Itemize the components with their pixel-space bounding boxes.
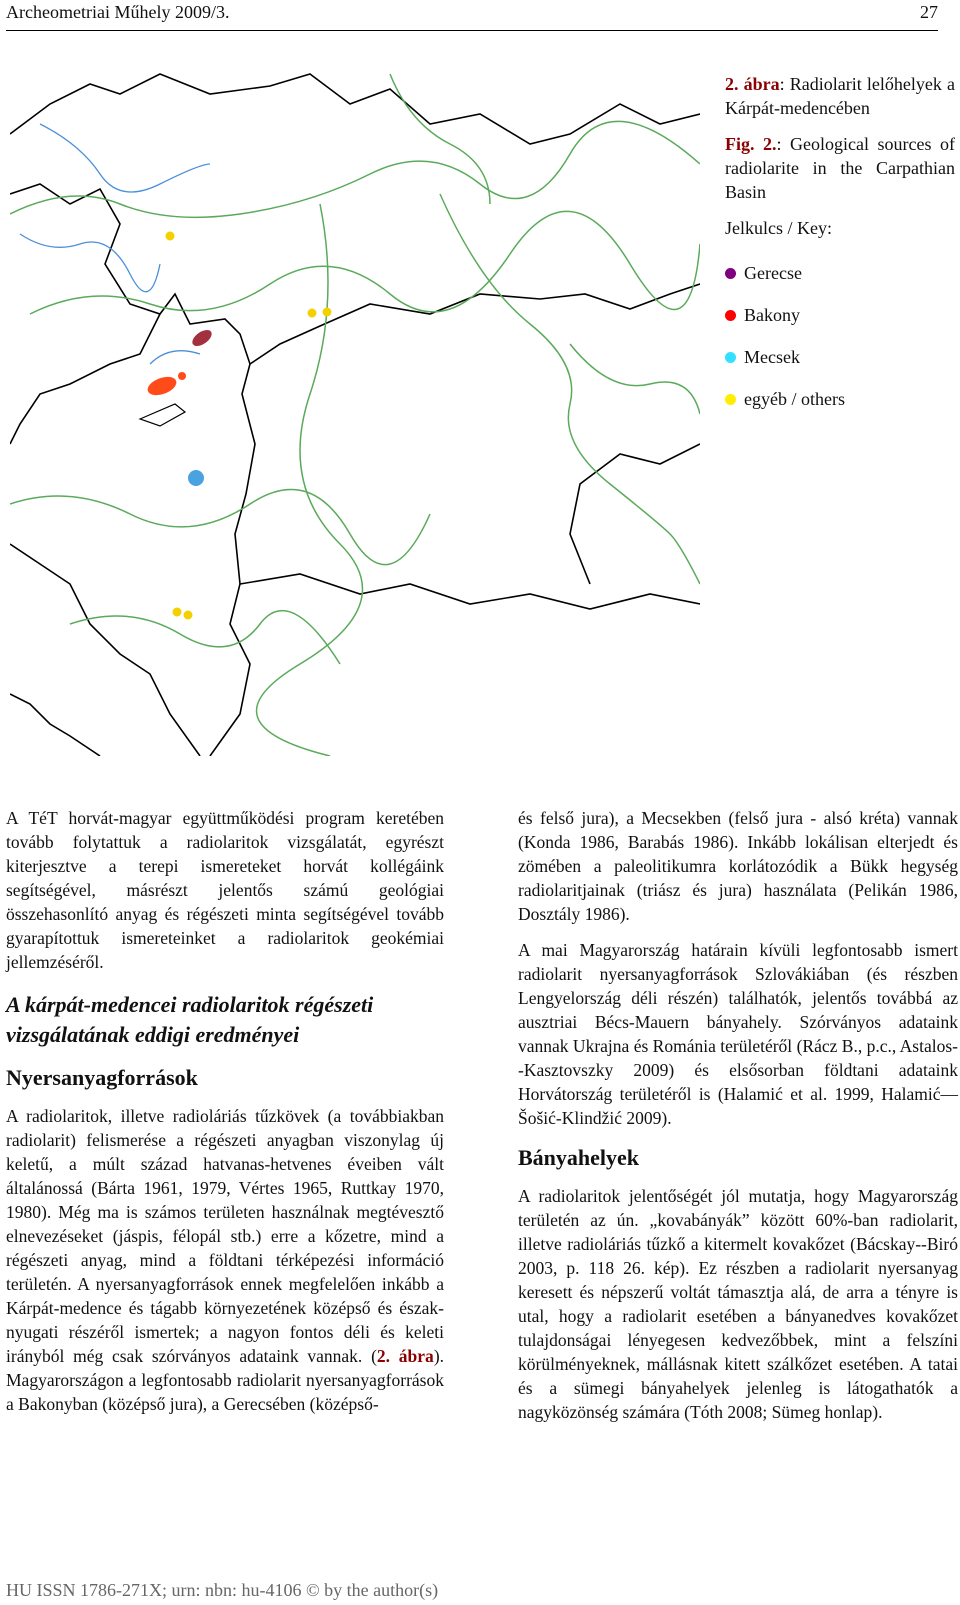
subsection-title: Bányahelyek [518, 1145, 640, 1170]
river-line [10, 121, 700, 217]
other-marker [323, 308, 332, 317]
mecsek-marker [188, 470, 204, 486]
radiolarite-map [10, 64, 700, 756]
river-line [390, 74, 490, 204]
bakony-marker [178, 372, 186, 380]
legend-item [725, 378, 955, 420]
caption-en-text: : Geological sources of radiolarite in the Carpathian Basin [725, 134, 955, 202]
figure-label-hu: 2. ábra [725, 74, 780, 94]
river-line [70, 611, 340, 664]
others-dot-icon [725, 394, 736, 405]
section-title: A kárpát-medencei radiolaritok régészeti vizsgálatának eddigi eredményei [6, 992, 374, 1047]
legend-item [725, 294, 955, 336]
river-line [10, 489, 430, 564]
caption-hu [725, 72, 955, 120]
body-paragraph: A radiolaritok jelentőségét jól mutatja, hogy Magyarország területén az ún. „kovabányák” között 60%-ban radiolarit, illetve radioláriás tűzkő a kitermelt kovakőzet (Bácskay--Biró 2003, p. 118 26. kép). Ez részben a radiolarit nyersanyag keresett és népszerű voltát támasztja alá, de arra a tényre is utal, hogy a radiolarit esetében a bányanedves kovakőzet tulajdonságai lényegesen kedvezőbbek, mint a felszíni körülményeknek, mállásnak kitett szálkőzet esetében. A tatai és a sümegi bányahelyek jelenleg is látogathatók a nagyközönség számára (Tóth 2008; Sümeg honlap). [518, 1186, 958, 1422]
legend-item [725, 336, 955, 378]
body-paragraph [6, 1104, 444, 1416]
border-line [250, 284, 700, 364]
other-marker [184, 611, 193, 620]
river-line [570, 344, 700, 414]
page-header [6, 0, 938, 31]
border-line [10, 74, 700, 144]
page-footer: HU ISSN 1786-271X; urn: nbn: hu-4106 © by the author(s) [6, 1580, 439, 1600]
border-line [10, 184, 255, 756]
right-column [518, 806, 958, 1436]
left-column [6, 806, 444, 1428]
figure-caption [725, 72, 955, 420]
legend-label: Bakony [744, 305, 800, 325]
figure-reference-link[interactable]: 2. ábra [376, 1346, 434, 1366]
legend-label: egyéb / others [744, 389, 845, 409]
caption-hu-text: : Radiolarit lelőhelyek a Kárpát-medencében [725, 74, 955, 118]
river-line [257, 204, 363, 756]
other-marker [166, 232, 175, 241]
other-marker [173, 608, 182, 617]
gerecse-dot-icon [725, 268, 736, 279]
body-paragraph: A mai Magyarország határain kívüli legfontosabb ismert radiolarit nyersanyagforrások Szlovákiában (és részben Lengyelország déli részén) találhatók, jelentős továbbá az ausztriai Bécs-Mauern bányahely. Szórványos adataink vannak Ukrajna és Románia területéről (Rácz B., p.c., Astalos--Kasztovszky 2009) és elsősorban földtani adataink Horvátország területéről is (Halamić et al. 1999, Halamić—Šošić-Klindžić 2009). [518, 940, 958, 1128]
legend-label: Mecsek [744, 347, 800, 367]
figure-label-en: Fig. 2. [725, 134, 777, 154]
river-line [20, 234, 160, 292]
lake-shape [140, 404, 185, 426]
mecsek-dot-icon [725, 352, 736, 363]
legend-label: Gerecse [744, 263, 802, 283]
border-line [10, 544, 200, 756]
map-graphic [10, 64, 700, 756]
bakony-marker [145, 373, 179, 398]
paragraph-text: ). Magyarországon a legfontosabb radiolarit nyersanyagforrások a Bakonyban (középső jura), a Gerecsében (középső- [6, 1346, 445, 1414]
key-title: Jelkulcs / Key: [725, 218, 832, 238]
page-number: 27 [920, 2, 938, 22]
river-line [440, 194, 700, 584]
journal-title: Archeometriai Műhely 2009/3. [6, 2, 230, 22]
other-marker [308, 309, 317, 318]
river-line [150, 351, 200, 364]
subsection-title: Nyersanyagforrások [6, 1065, 198, 1090]
border-line [10, 314, 160, 444]
paragraph-text: A radiolaritok, illetve radioláriás tűzkövek (a továbbiakban radiolarit) felismerése a régészeti anyagban viszonylag új keletű, a múlt század hatvanas-hetvenes éveiben vált általánossá (Bárta 1961, 1979, Vértes 1965, Ruttkay 1970, 1980). Még ma is számos területen használnak megtévesztő elnevezéseket (jáspis, félopál stb.) erre a kőzetre, mind a régészeti anyag, mind a földtani térképezési információ területén. A nyersanyagforrások ennek megfelelően inkább a Kárpát-medence és tágabb környezetének középső és észak-nyugati részéről ismertek; a nagyon fontos déli és keleti irányból még csak szórványos adataink vannak. ( [6, 1106, 444, 1366]
coastline [10, 694, 100, 756]
caption-en [725, 132, 955, 204]
gerecse-marker [190, 327, 215, 349]
bakony-dot-icon [725, 310, 736, 321]
body-paragraph: és felső jura), a Mecsekben (felső jura - alsó kréta) vannak (Konda 1986, Barabás 1986). Inkább lokálisan elterjedt és zömében a paleolitikumra korlátozódik a Bükk hegység radiolaritjainak (triász és jura) használata (Pelikán 1986, Dosztály 1986). [518, 808, 958, 924]
river-line [40, 124, 210, 192]
map-legend [725, 252, 955, 420]
intro-paragraph: A TéT horvát-magyar együttműködési program keretében tovább folytattuk a radiolaritok vizsgálatát, egyrészt kiterjesztve a terepi ismereteket horvát kollégáink segítségével, másrészt jelentős számú geológiai összehasonlító anyag és régészeti minta segítségével tovább gyarapítottuk ismereteinket a radiolaritok geokémiai jellemzéséről. [6, 808, 444, 972]
legend-item [725, 252, 955, 294]
border-line [240, 574, 700, 609]
